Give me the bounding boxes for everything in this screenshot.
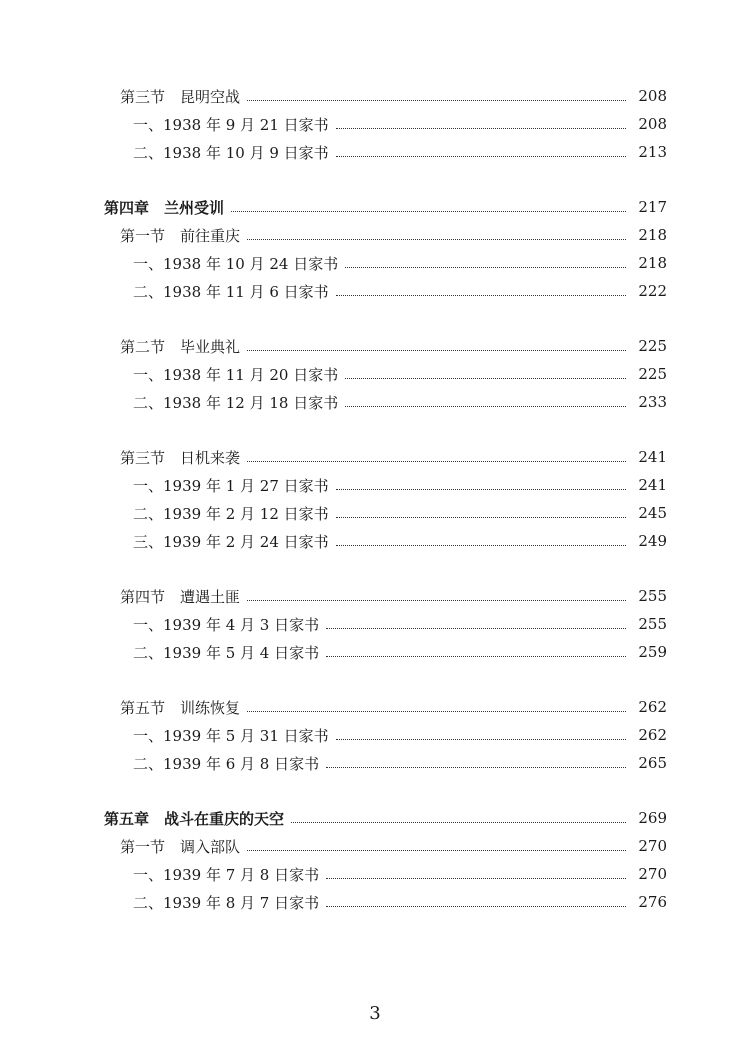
toc-entry-item[interactable] [0, 890, 750, 914]
toc-entry-label: 二、1938 年 10 月 9 日家书 [133, 143, 329, 162]
toc-entry-section[interactable] [0, 84, 750, 108]
toc-entry-chapter[interactable] [0, 806, 750, 830]
toc-entry-page: 213 [638, 143, 667, 161]
toc-entry-section[interactable] [0, 334, 750, 358]
dot-leader [326, 767, 626, 768]
toc-entry-label: 一、1938 年 10 月 24 日家书 [133, 254, 339, 273]
toc-entry-page: 255 [638, 615, 667, 633]
toc-entry-page: 276 [638, 893, 667, 911]
toc-entry-label: 二、1939 年 2 月 12 日家书 [133, 504, 329, 523]
toc-entry-label: 第五节 训练恢复 [120, 698, 241, 717]
toc-entry-label: 二、1939 年 5 月 4 日家书 [133, 643, 320, 662]
toc-entry-label: 第四节 遭遇土匪 [120, 587, 241, 606]
dot-leader [336, 739, 626, 740]
toc-entry-item[interactable] [0, 640, 750, 664]
toc-entry-page: 208 [638, 115, 667, 133]
toc-entry-label: 一、1938 年 11 月 20 日家书 [133, 365, 339, 384]
toc-entry-item[interactable] [0, 390, 750, 414]
toc-entry-label: 二、1938 年 12 月 18 日家书 [133, 393, 339, 412]
dot-leader [247, 461, 626, 462]
dot-leader [247, 239, 626, 240]
toc-entry-item[interactable] [0, 251, 750, 275]
toc-entry-page: 270 [638, 837, 667, 855]
toc-entry-item[interactable] [0, 501, 750, 525]
toc-entry-page: 265 [638, 754, 667, 772]
dot-leader [336, 517, 626, 518]
toc-entry-label: 二、1938 年 11 月 6 日家书 [133, 282, 329, 301]
toc-entry-item[interactable] [0, 112, 750, 136]
toc-entry-label: 二、1939 年 6 月 8 日家书 [133, 754, 320, 773]
toc-entry-page: 241 [638, 476, 667, 494]
dot-leader [247, 600, 626, 601]
toc-entry-label: 三、1939 年 2 月 24 日家书 [133, 532, 329, 551]
toc-entry-page: 262 [638, 726, 667, 744]
toc-entry-page: 241 [638, 448, 667, 466]
dot-leader [336, 128, 626, 129]
toc-entry-page: 233 [638, 393, 667, 411]
page-number: 3 [369, 1003, 381, 1024]
toc-entry-label: 第五章 战斗在重庆的天空 [104, 809, 285, 828]
dot-leader [336, 156, 626, 157]
dot-leader [336, 295, 626, 296]
toc-entry-label: 第一节 前往重庆 [120, 226, 241, 245]
dot-leader [247, 100, 626, 101]
toc-entry-label: 一、1939 年 4 月 3 日家书 [133, 615, 320, 634]
toc-entry-item[interactable] [0, 612, 750, 636]
toc-entry-label: 第二节 毕业典礼 [120, 337, 241, 356]
dot-leader [291, 822, 626, 823]
dot-leader [247, 350, 626, 351]
dot-leader [345, 267, 626, 268]
toc-entry-page: 217 [638, 198, 667, 216]
toc-entry-page: 269 [638, 809, 667, 827]
toc-entry-page: 255 [638, 587, 667, 605]
toc-entry-page: 225 [638, 337, 667, 355]
dot-leader [345, 406, 626, 407]
dot-leader [247, 850, 626, 851]
dot-leader [345, 378, 626, 379]
toc-entry-label: 一、1938 年 9 月 21 日家书 [133, 115, 329, 134]
toc-entry-page: 218 [638, 254, 667, 272]
toc-entry-item[interactable] [0, 723, 750, 747]
toc-entry-label: 一、1939 年 7 月 8 日家书 [133, 865, 320, 884]
toc-entry-chapter[interactable] [0, 195, 750, 219]
toc-entry-label: 二、1939 年 8 月 7 日家书 [133, 893, 320, 912]
toc-entry-section[interactable] [0, 584, 750, 608]
toc-entry-label: 第三节 昆明空战 [120, 87, 241, 106]
toc-entry-page: 245 [638, 504, 667, 522]
toc-entry-item[interactable] [0, 473, 750, 497]
toc-entry-page: 259 [638, 643, 667, 661]
dot-leader [336, 545, 626, 546]
dot-leader [326, 878, 626, 879]
toc-entry-section[interactable] [0, 445, 750, 469]
dot-leader [247, 711, 626, 712]
dot-leader [326, 656, 626, 657]
toc-entry-item[interactable] [0, 751, 750, 775]
toc-entry-item[interactable] [0, 862, 750, 886]
toc-entry-item[interactable] [0, 362, 750, 386]
toc-entry-label: 第三节 日机来袭 [120, 448, 241, 467]
dot-leader [231, 211, 626, 212]
toc-entry-page: 225 [638, 365, 667, 383]
toc-entry-page: 208 [638, 87, 667, 105]
toc-entry-label: 第四章 兰州受训 [104, 198, 225, 217]
toc-entry-section[interactable] [0, 834, 750, 858]
toc-entry-item[interactable] [0, 140, 750, 164]
toc-entry-item[interactable] [0, 529, 750, 553]
toc-entry-page: 270 [638, 865, 667, 883]
toc-entry-label: 一、1939 年 1 月 27 日家书 [133, 476, 329, 495]
toc-entry-label: 一、1939 年 5 月 31 日家书 [133, 726, 329, 745]
toc-entry-page: 262 [638, 698, 667, 716]
toc-entry-page: 218 [638, 226, 667, 244]
toc-entry-page: 222 [638, 282, 667, 300]
toc-entry-section[interactable] [0, 695, 750, 719]
dot-leader [326, 628, 626, 629]
toc-entry-section[interactable] [0, 223, 750, 247]
dot-leader [336, 489, 626, 490]
dot-leader [326, 906, 626, 907]
toc-entry-label: 第一节 调入部队 [120, 837, 241, 856]
toc-entry-item[interactable] [0, 279, 750, 303]
toc-entry-page: 249 [638, 532, 667, 550]
